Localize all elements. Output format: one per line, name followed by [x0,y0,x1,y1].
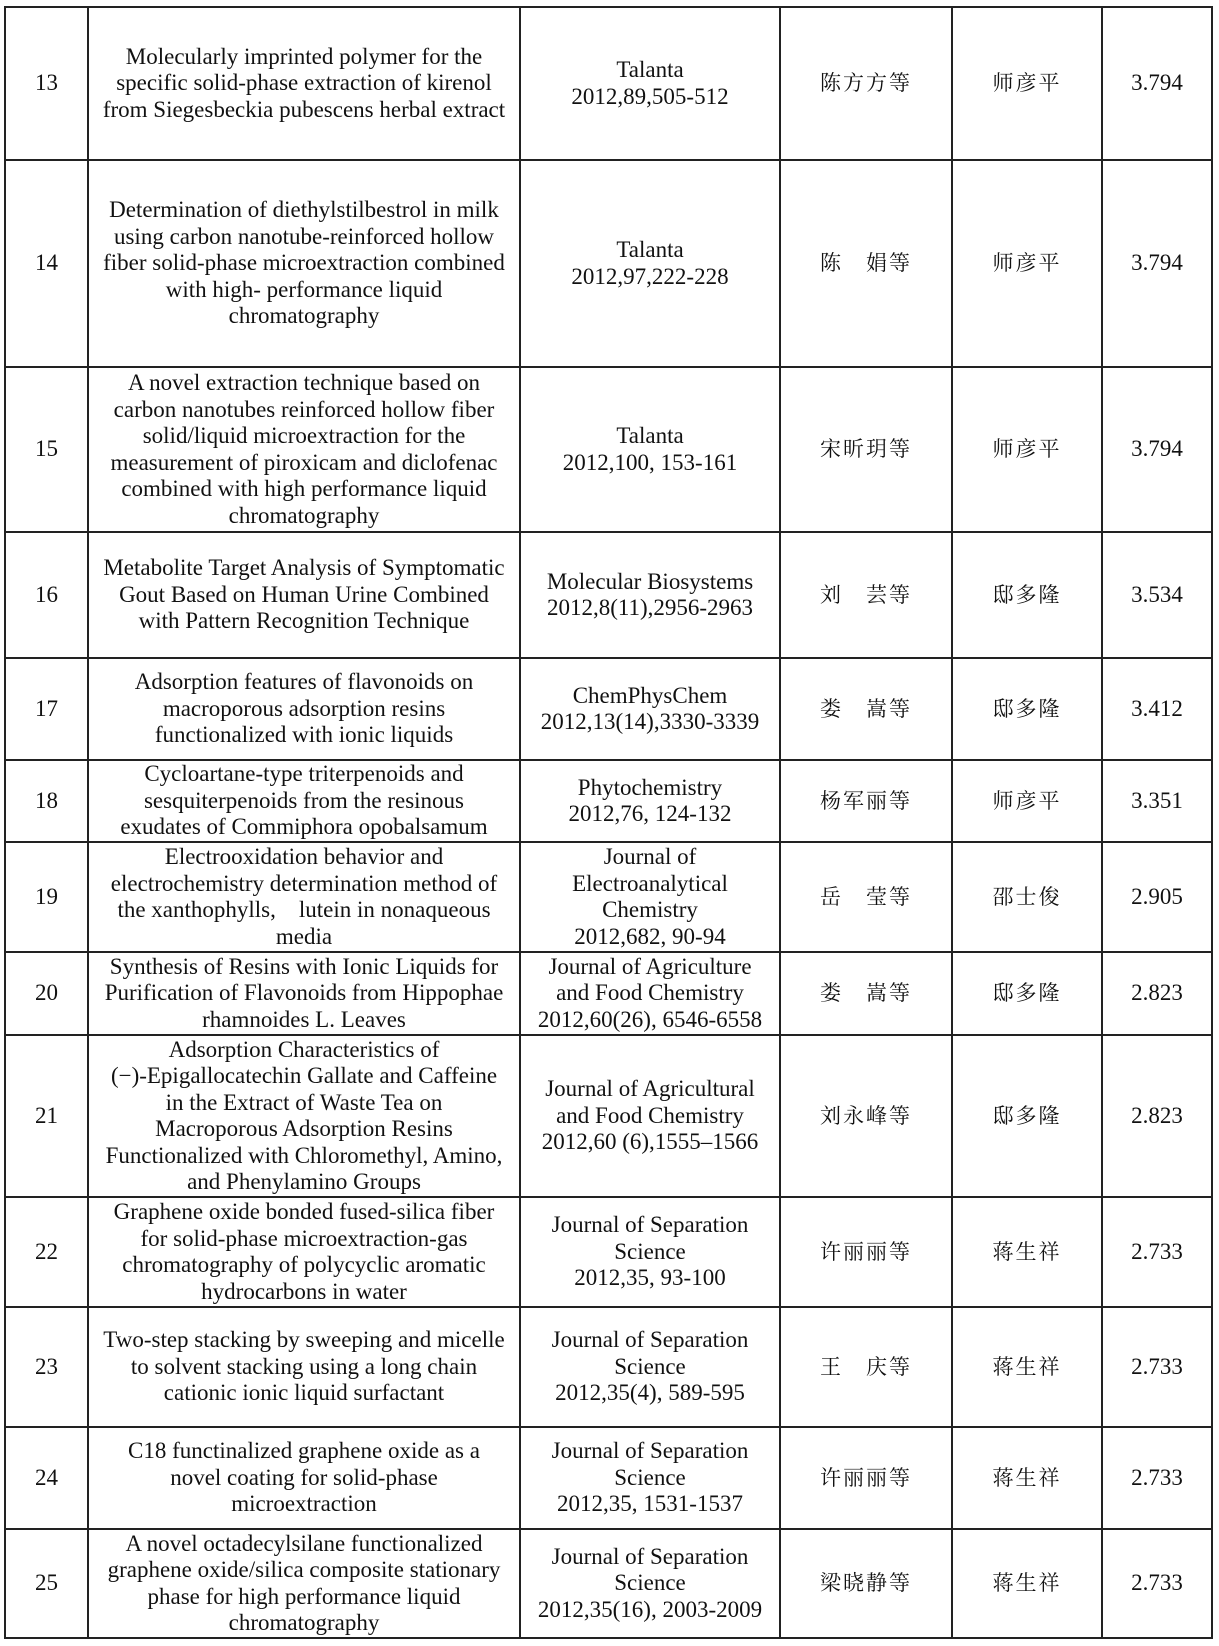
row-number: 19 [5,842,88,952]
row-number: 22 [5,1197,88,1307]
journal-citation: Talanta 2012,97,222-228 [520,160,780,367]
supervisor: 蒋生祥 [952,1427,1102,1529]
impact-factor: 2.905 [1102,842,1212,952]
journal-citation: Journal of Agricultural and Food Chemistry 2012,60 (6),1555–1566 [520,1035,780,1197]
row-number: 23 [5,1307,88,1427]
journal-citation: Journal of Separation Science 2012,35(16), 2003-2009 [520,1529,780,1638]
first-author: 刘 芸等 [780,532,952,658]
publication-table-body [5,7,1212,1638]
table-row [5,1427,1212,1529]
journal-citation: Phytochemistry 2012,76, 124-132 [520,760,780,842]
paper-title: Determination of diethylstilbestrol in milk using carbon nanotube-reinforced hollow fiber solid-phase microextraction combined with high- performance liquid chromatography [88,160,520,367]
supervisor: 师彦平 [952,7,1102,160]
first-author: 王 庆等 [780,1307,952,1427]
table-row [5,842,1212,952]
supervisor: 邸多隆 [952,952,1102,1035]
paper-title: Graphene oxide bonded fused-silica fiber for solid-phase microextraction-gas chromatography of polycyclic aromatic hydrocarbons in water [88,1197,520,1307]
journal-citation: Journal of Electroanalytical Chemistry 2012,682, 90-94 [520,842,780,952]
paper-title: Cycloartane-type triterpenoids and sesquiterpenoids from the resinous exudates of Commiphora opobalsamum [88,760,520,842]
row-number: 25 [5,1529,88,1638]
supervisor: 邸多隆 [952,658,1102,760]
row-number: 21 [5,1035,88,1197]
row-number: 16 [5,532,88,658]
impact-factor: 3.351 [1102,760,1212,842]
supervisor: 邵士俊 [952,842,1102,952]
paper-title: C18 functinalized graphene oxide as a novel coating for solid-phase microextraction [88,1427,520,1529]
first-author: 宋昕玥等 [780,367,952,532]
first-author: 杨军丽等 [780,760,952,842]
impact-factor: 3.794 [1102,7,1212,160]
first-author: 娄 嵩等 [780,658,952,760]
impact-factor: 3.412 [1102,658,1212,760]
publication-table [4,6,1213,1639]
supervisor: 蒋生祥 [952,1197,1102,1307]
journal-citation: ChemPhysChem 2012,13(14),3330-3339 [520,658,780,760]
table-row [5,1197,1212,1307]
row-number: 20 [5,952,88,1035]
table-row [5,160,1212,367]
paper-title: Two-step stacking by sweeping and micelle to solvent stacking using a long chain cationic ionic liquid surfactant [88,1307,520,1427]
supervisor: 师彦平 [952,367,1102,532]
paper-title: Metabolite Target Analysis of Symptomatic Gout Based on Human Urine Combined with Pattern Recognition Technique [88,532,520,658]
impact-factor: 3.794 [1102,160,1212,367]
impact-factor: 3.794 [1102,367,1212,532]
impact-factor: 2.733 [1102,1197,1212,1307]
table-row [5,1307,1212,1427]
row-number: 18 [5,760,88,842]
first-author: 娄 嵩等 [780,952,952,1035]
table-row [5,1529,1212,1638]
impact-factor: 2.823 [1102,1035,1212,1197]
supervisor: 蒋生祥 [952,1307,1102,1427]
paper-title: Synthesis of Resins with Ionic Liquids for Purification of Flavonoids from Hippophae rhamnoides L. Leaves [88,952,520,1035]
journal-citation: Talanta 2012,100, 153-161 [520,367,780,532]
paper-title: Adsorption features of flavonoids on macroporous adsorption resins functionalized with ionic liquids [88,658,520,760]
first-author: 许丽丽等 [780,1197,952,1307]
journal-citation: Journal of Separation Science 2012,35, 1531-1537 [520,1427,780,1529]
first-author: 梁晓静等 [780,1529,952,1638]
table-row [5,658,1212,760]
impact-factor: 2.733 [1102,1529,1212,1638]
paper-title: Electrooxidation behavior and electrochemistry determination method of the xanthophylls, lutein in nonaqueous media [88,842,520,952]
journal-citation: Journal of Separation Science 2012,35, 93-100 [520,1197,780,1307]
supervisor: 邸多隆 [952,532,1102,658]
table-row [5,367,1212,532]
impact-factor: 2.733 [1102,1427,1212,1529]
table-row [5,760,1212,842]
impact-factor: 2.733 [1102,1307,1212,1427]
first-author: 岳 莹等 [780,842,952,952]
first-author: 陈方方等 [780,7,952,160]
row-number: 15 [5,367,88,532]
paper-title: Molecularly imprinted polymer for the specific solid-phase extraction of kirenol from Siegesbeckia pubescens herbal extract [88,7,520,160]
row-number: 13 [5,7,88,160]
first-author: 刘永峰等 [780,1035,952,1197]
paper-title: Adsorption Characteristics of (−)-Epigallocatechin Gallate and Caffeine in the Extract of Waste Tea on Macroporous Adsorption Resins Functionalized with Chloromethyl, Amino, and Phenylamino Groups [88,1035,520,1197]
row-number: 14 [5,160,88,367]
table-row [5,532,1212,658]
table-row [5,7,1212,160]
journal-citation: Molecular Biosystems 2012,8(11),2956-2963 [520,532,780,658]
journal-citation: Journal of Agriculture and Food Chemistry 2012,60(26), 6546-6558 [520,952,780,1035]
row-number: 17 [5,658,88,760]
first-author: 许丽丽等 [780,1427,952,1529]
supervisor: 师彦平 [952,760,1102,842]
table-row [5,1035,1212,1197]
impact-factor: 3.534 [1102,532,1212,658]
first-author: 陈 娟等 [780,160,952,367]
impact-factor: 2.823 [1102,952,1212,1035]
supervisor: 邸多隆 [952,1035,1102,1197]
supervisor: 师彦平 [952,160,1102,367]
journal-citation: Talanta 2012,89,505-512 [520,7,780,160]
paper-title: A novel extraction technique based on carbon nanotubes reinforced hollow fiber solid/liquid microextraction for the measurement of piroxicam and diclofenac combined with high performance liquid chromatography [88,367,520,532]
table-row [5,952,1212,1035]
row-number: 24 [5,1427,88,1529]
paper-title: A novel octadecylsilane functionalized graphene oxide/silica composite stationary phase for high performance liquid chromatography [88,1529,520,1638]
journal-citation: Journal of Separation Science 2012,35(4), 589-595 [520,1307,780,1427]
supervisor: 蒋生祥 [952,1529,1102,1638]
